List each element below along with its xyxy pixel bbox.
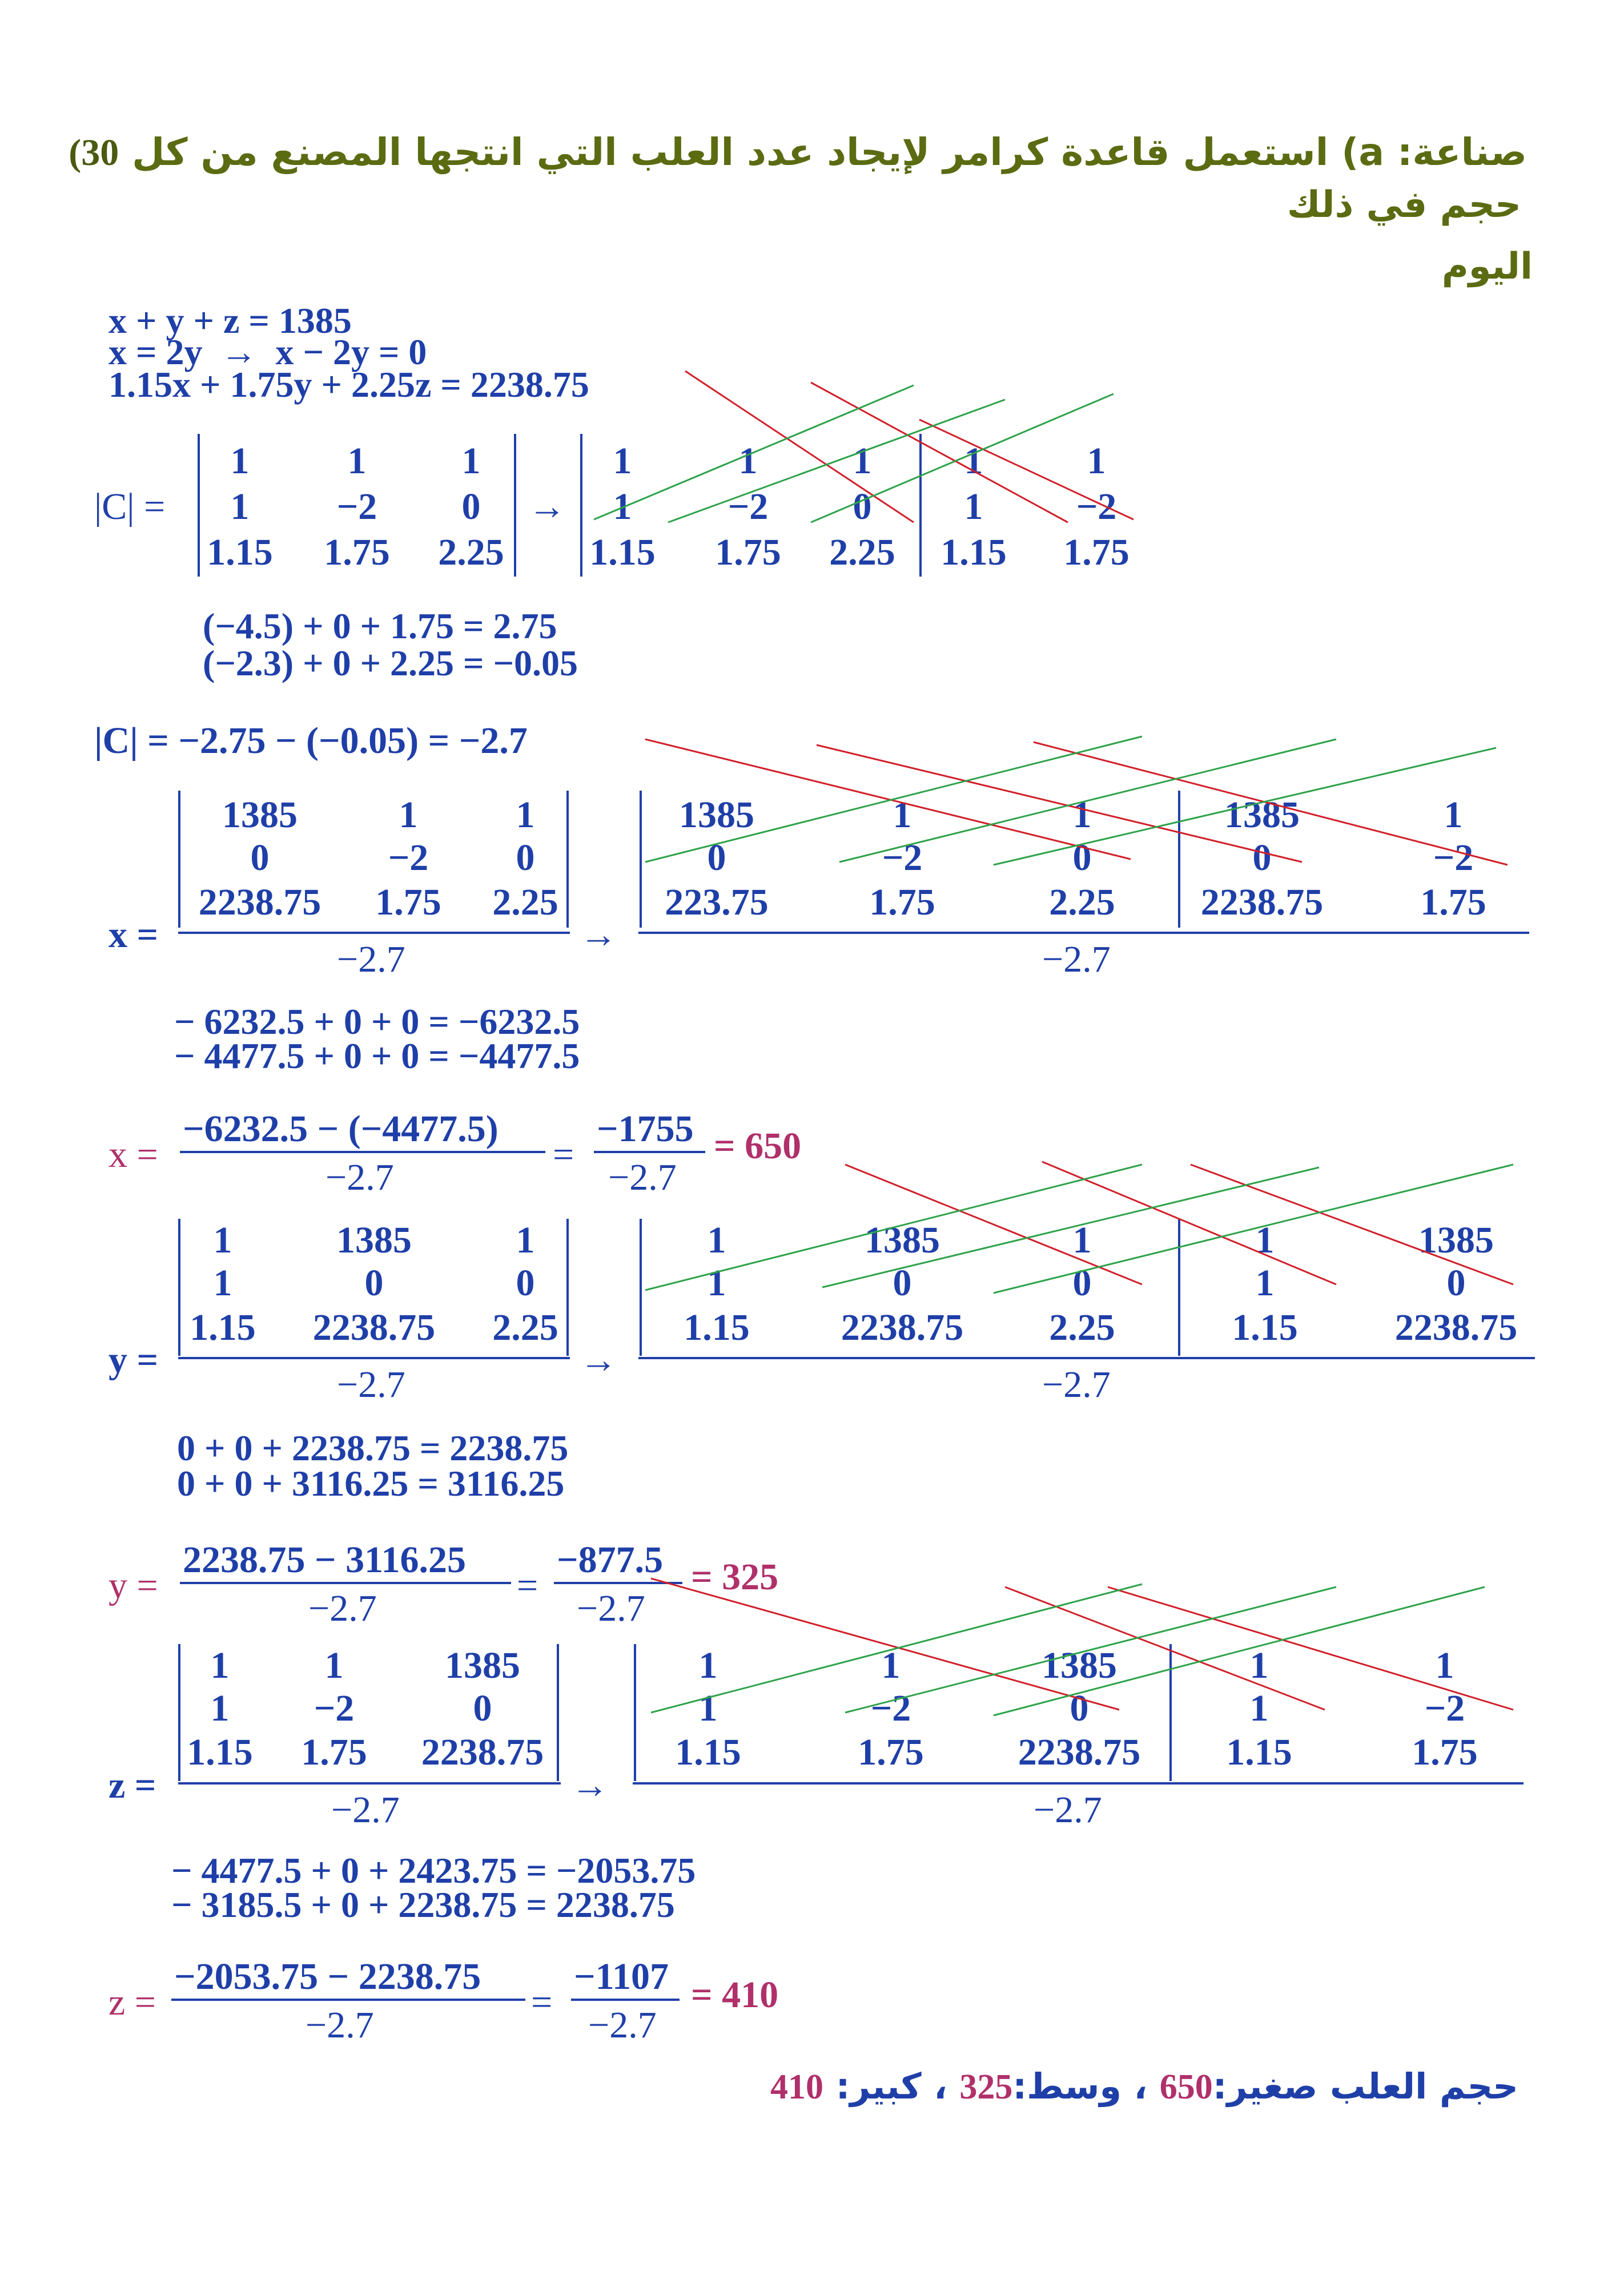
det-c-exp-cell: 1 (853, 440, 872, 482)
y-exp-cell: 1 (707, 1262, 726, 1304)
y-frac1-denominator: −2.7 (308, 1588, 377, 1629)
det-c-cell: 1 (230, 440, 250, 482)
x-frac1-numerator: −6232.5 − (−4477.5) (183, 1108, 499, 1150)
z-calc-1: − 4477.5 + 0 + 2423.75 = −2053.75 (171, 1850, 696, 1891)
final-value-large: 410 (770, 2068, 824, 2106)
y-arrow: → (580, 1339, 617, 1381)
z-denominator-right: −2.7 (1034, 1789, 1102, 1831)
det-c-exp-cell: 1.15 (589, 531, 656, 573)
x-exp-cell: 0 (1072, 837, 1092, 879)
det-c-cell: 1 (461, 440, 481, 482)
x-answer: = 650 (714, 1125, 802, 1167)
x-calc-1: − 6232.5 + 0 + 0 = −6232.5 (174, 1001, 580, 1042)
z-arrow: → (571, 1765, 609, 1806)
x-exp-cell: 1 (893, 794, 912, 836)
z-exp-cell: 2238.75 (1018, 1731, 1141, 1773)
z-matrix-cell: 0 (473, 1687, 492, 1729)
z-answer: = 410 (691, 1974, 779, 2016)
x-exp-cell: 1 (1444, 794, 1463, 836)
y-exp-cell: 1 (707, 1219, 726, 1261)
z-exp-cell: 1 (881, 1645, 901, 1686)
det-c-exp-cell: −2 (1076, 486, 1117, 527)
x-exp-cell: 2.25 (1049, 881, 1115, 923)
x-calc-2: − 4477.5 + 0 + 0 = −4477.5 (174, 1036, 580, 1076)
red-diagonal (919, 420, 1133, 519)
x-exp-cell: −2 (882, 837, 923, 879)
det-c-arrow: → (528, 486, 566, 527)
det-c-exp-cell: 1 (964, 486, 983, 527)
z-frac1-denominator: −2.7 (305, 2004, 374, 2046)
z-matrix-cell: 1 (210, 1687, 230, 1729)
z-exp-cell: 1.75 (1412, 1731, 1478, 1773)
red-diagonal (817, 745, 1302, 862)
det-c-exp-cell: 1 (1087, 440, 1106, 482)
y-denominator-left: −2.7 (337, 1364, 405, 1405)
det-c-exp-cell: 0 (853, 486, 872, 527)
red-diagonal (1191, 1165, 1513, 1284)
y-matrix-cell: 1385 (336, 1219, 412, 1261)
y-matrix-cell: 1 (213, 1219, 232, 1261)
det-c-exp-cell: 1.75 (1063, 531, 1129, 573)
y-exp-cell: 1 (1255, 1262, 1275, 1304)
y-exp-cell: 1385 (1418, 1219, 1494, 1261)
det-c-cell: −2 (336, 486, 377, 527)
y-answer: = 325 (691, 1556, 779, 1598)
z-exp-cell: 1.75 (858, 1731, 924, 1773)
x-exp-cell: 0 (707, 837, 726, 879)
x-label: x = (108, 914, 159, 956)
det-c-exp-cell: −2 (727, 486, 769, 527)
y-result-label: y = (108, 1565, 158, 1606)
y-exp-cell: 1 (1255, 1219, 1275, 1261)
y-exp-cell: 1.15 (1232, 1307, 1298, 1348)
z-matrix-cell: 1.15 (187, 1731, 253, 1773)
z-frac2-numerator: −1107 (574, 1956, 669, 1997)
x-matrix-cell: −2 (388, 837, 429, 879)
z-exp-cell: 1.15 (1226, 1731, 1292, 1773)
z-exp-cell: 0 (1070, 1687, 1089, 1729)
z-exp-cell: 1 (1249, 1645, 1269, 1686)
det-c-exp-cell: 1 (613, 486, 632, 527)
y-denominator-right: −2.7 (1042, 1364, 1111, 1405)
red-diagonal (685, 371, 914, 522)
x-matrix-cell: 1385 (222, 794, 298, 836)
red-diagonal (651, 1578, 1119, 1710)
equation-3: 1.15x + 1.75y + 2.25z = 2238.75 (108, 364, 589, 405)
x-exp-cell: 1 (1072, 794, 1092, 836)
red-diagonal (811, 382, 1068, 522)
y-exp-cell: 0 (893, 1262, 912, 1304)
x-exp-cell: −2 (1433, 837, 1474, 879)
y-matrix-cell: 1.15 (190, 1307, 256, 1348)
det-c-cell: 1.15 (207, 531, 273, 573)
z-matrix-cell: 1 (324, 1645, 344, 1686)
final-label-small: حجم العلب صغير: (1212, 2065, 1518, 2107)
x-denominator-left: −2.7 (337, 938, 405, 980)
y-exp-cell: 2.25 (1049, 1307, 1115, 1348)
x-matrix-cell: 2238.75 (198, 881, 321, 923)
x-frac1-denominator: −2.7 (325, 1157, 394, 1198)
y-frac2-denominator: −2.7 (577, 1588, 645, 1629)
det-c-exp-cell: 2.25 (829, 531, 895, 573)
z-exp-cell: 1 (698, 1645, 718, 1686)
x-exp-cell: 1.75 (869, 881, 935, 923)
red-diagonal (1034, 742, 1508, 865)
final-label-medium: ، وسط: (1012, 2065, 1160, 2107)
x-exp-cell: 2238.75 (1200, 881, 1324, 923)
y-matrix-cell: 0 (364, 1262, 384, 1304)
x-exp-cell: 1.75 (1420, 881, 1486, 923)
z-exp-cell: 1 (1249, 1687, 1269, 1729)
x-exp-cell: 223.75 (665, 881, 769, 923)
y-calc-2: 0 + 0 + 3116.25 = 3116.25 (177, 1463, 565, 1504)
z-matrix-cell: 1.75 (301, 1731, 367, 1773)
x-matrix-cell: 2.25 (492, 881, 558, 923)
y-calc-1: 0 + 0 + 2238.75 = 2238.75 (177, 1428, 569, 1468)
problem-text-line3: اليوم (1441, 245, 1533, 288)
y-exp-cell: 0 (1446, 1262, 1466, 1304)
z-frac1-numerator: −2053.75 − 2238.75 (174, 1956, 481, 1997)
y-matrix-cell: 1 (213, 1262, 232, 1304)
det-c-calc-2: (−2.3) + 0 + 2.25 = −0.05 (203, 643, 578, 683)
x-matrix-cell: 1.75 (375, 881, 441, 923)
y-equals: = (517, 1565, 538, 1606)
y-exp-cell: 1385 (865, 1219, 940, 1261)
x-frac2-denominator: −2.7 (608, 1157, 677, 1198)
z-matrix-cell: 1 (210, 1645, 230, 1686)
det-c-cell: 1.75 (324, 531, 390, 573)
z-frac2-denominator: −2.7 (588, 2004, 657, 2046)
y-frac1-numerator: 2238.75 − 3116.25 (183, 1539, 466, 1581)
z-exp-cell: 1 (1435, 1645, 1454, 1686)
x-arrow: → (580, 914, 617, 956)
y-label: y = (108, 1339, 159, 1381)
y-exp-cell: 1.15 (684, 1307, 750, 1348)
det-c-cell: 1 (230, 486, 250, 527)
det-c-cell: 2.25 (438, 531, 504, 573)
det-c-calc-1: (−4.5) + 0 + 1.75 = 2.75 (203, 606, 557, 646)
z-exp-cell: 1385 (1042, 1645, 1117, 1686)
x-matrix-cell: 0 (516, 837, 535, 879)
final-value-medium: 325 (959, 2068, 1013, 2106)
x-matrix-cell: 1 (399, 794, 418, 836)
y-matrix-cell: 2238.75 (312, 1307, 436, 1348)
problem-text-line1: صناعة: a) استعمل قاعدة كرامر لإيجاد عدد العلب التي انتجها المصنع من كل (132, 130, 1527, 174)
x-exp-cell: 0 (1252, 837, 1272, 879)
det-c-exp-cell: 1 (964, 440, 983, 482)
det-c-exp-cell: 1.15 (940, 531, 1007, 573)
equation-1: x + y + z = 1385 (108, 300, 352, 341)
z-equals: = (531, 1981, 553, 2023)
x-equals: = (553, 1134, 574, 1175)
det-c-cell: 1 (347, 440, 367, 482)
y-matrix-cell: 1 (516, 1219, 535, 1261)
z-denominator-left: −2.7 (331, 1789, 400, 1831)
x-matrix-cell: 0 (250, 837, 270, 879)
x-denominator-right: −2.7 (1042, 938, 1111, 980)
z-exp-cell: 1 (698, 1687, 718, 1729)
x-exp-cell: 1385 (679, 794, 754, 836)
y-matrix-cell: 0 (516, 1262, 535, 1304)
det-c-exp-cell: 1 (613, 440, 632, 482)
y-exp-cell: 2238.75 (841, 1307, 964, 1348)
det-c-result: |C| = −2.75 − (−0.05) = −2.7 (94, 720, 528, 762)
z-exp-cell: −2 (870, 1687, 911, 1729)
y-exp-cell: 1 (1072, 1219, 1092, 1261)
final-value-small: 650 (1159, 2068, 1213, 2106)
green-diagonal (651, 1584, 1142, 1713)
z-matrix-cell: 2238.75 (421, 1731, 544, 1773)
det-c-exp-cell: 1 (738, 440, 758, 482)
z-label: z = (108, 1765, 156, 1806)
y-matrix-cell: 2.25 (492, 1307, 558, 1348)
det-c-exp-cell: 1.75 (715, 531, 781, 573)
x-frac2-numerator: −1755 (597, 1108, 694, 1150)
z-calc-2: − 3185.5 + 0 + 2238.75 = 2238.75 (171, 1884, 675, 1925)
green-diagonal (811, 394, 1114, 522)
problem-number: 30) (69, 132, 119, 174)
red-diagonal (1108, 1587, 1513, 1710)
problem-text-line2: حجم في ذلك (1287, 184, 1521, 226)
x-matrix-cell: 1 (516, 794, 535, 836)
det-c-cell: 0 (461, 486, 481, 527)
y-exp-cell: 2238.75 (1394, 1307, 1518, 1348)
z-exp-cell: −2 (1424, 1687, 1465, 1729)
final-label-large: ، كبير: (823, 2065, 960, 2107)
z-exp-cell: 1.15 (675, 1731, 741, 1773)
x-exp-cell: 1385 (1224, 794, 1300, 836)
z-matrix-cell: 1385 (445, 1645, 520, 1686)
z-result-label: z = (108, 1981, 156, 2023)
z-matrix-cell: −2 (313, 1687, 355, 1729)
equation-2: x = 2y → x − 2y = 0 (108, 332, 427, 372)
det-c-label: |C| = (94, 486, 166, 527)
y-frac2-numerator: −877.5 (557, 1539, 664, 1581)
green-diagonal (994, 1587, 1485, 1715)
green-diagonal (845, 1587, 1336, 1713)
x-result-label: x = (108, 1134, 158, 1175)
y-exp-cell: 0 (1072, 1262, 1092, 1304)
